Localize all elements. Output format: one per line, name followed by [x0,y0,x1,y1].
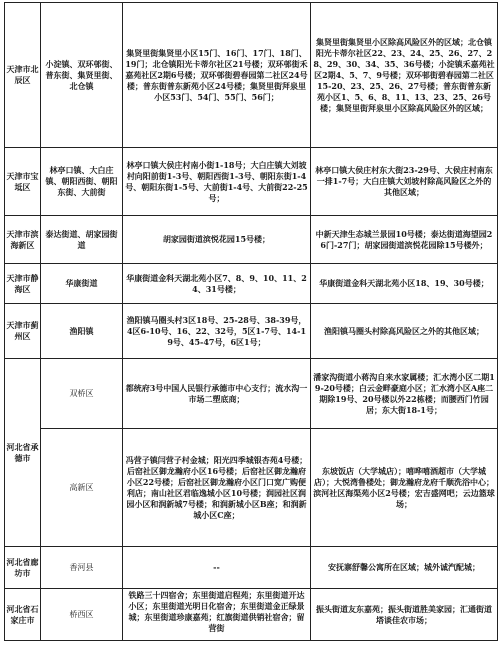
table-row [5,429,498,547]
table-row [5,216,498,264]
high-risk-cell: 铁路三十四宿舍；东里街道启程苑；东里街道开达小区；东里街道光明日化宿舍；东里街道金正绿景城；东里街道珍康嘉苑；红旗街道供销社宿舍；留营街 [123,589,311,641]
high-risk-cell: 胡家园街道滨悦花园15号楼； [123,216,311,264]
table-row [5,589,498,641]
street-cell: 泰达街道、胡家园街道 [41,216,123,264]
area-cell: 河北省石家庄市 [5,589,41,641]
table-row [5,264,498,304]
mid-risk-cell: 振头街道友东嘉苑；振头街道胜美家园；汇通街道塔谈佳农市场； [311,589,498,641]
area-cell: 天津市滨海新区 [5,216,41,264]
high-risk-cell: 冯营子镇闫营子村金城；阳光四季城银杏苑4号楼；后窑社区御龙瀚府小区16号楼；后窑社区御龙瀚府小区22号楼；后窑社区御龙瀚府小区门口宽广购便利店；南山社区君临逸城小区10号楼；润园社区润园小区和润新城7号楼；和润新城小区B座；和润新城小区C座； [123,429,311,547]
area-cell: 天津市北辰区 [5,3,41,148]
district-cell: 香河县 [41,547,123,589]
mid-risk-cell: 潘家沟街道小蒋沟自来水家属楼；汇水湾小区二期19-20号楼；白云金畔豪庭小区；汇水湾小区A座二期除19号、20号楼以外22栋楼；而腰西门竹园居；东大街18-1号； [311,359,498,429]
mid-risk-cell: 东坡饭店（大学城店）；嘻哗嘻酒超市（大学城店）；大悦湾鲁楼处；御龙瀚府龙府千顺洗浴中心；滨河社区海渠苑小区2号楼；宏吉盛网吧；云边篮球场； [311,429,498,547]
street-cell: 林亭口镇、大白庄镇、朝阳西街、朝阳东街、大前街 [41,148,123,216]
area-cell: 天津市静海区 [5,264,41,304]
area-cell: 河北省廊坊市 [5,547,41,589]
high-risk-cell: -- [123,547,311,589]
document-page [4,2,497,641]
district-cell: 高新区 [41,429,123,547]
high-risk-cell: 集贤里街集贤里小区15门、16门、17门、18门、19门；北仓镇阳光卡蒂尔社区21号楼；双环邨街禾嘉苑社区2期6号楼；双环邨街碧春园第二社区24号楼；普东街普东新苑小区24号楼；集贤里街拜泉里小区53门、54门、55门、56门； [123,3,311,148]
table-row [5,304,498,359]
area-cell: 天津市宝坻区 [5,148,41,216]
table-row [5,3,498,148]
street-cell: 华康街道 [41,264,123,304]
area-cell: 天津市蓟州区 [5,304,41,359]
district-cell: 桥西区 [41,589,123,641]
high-risk-cell: 都统府3号中国人民银行承德市中心支行；流水沟一市场二塑底商； [123,359,311,429]
risk-area-table [4,2,498,641]
mid-risk-cell: 中新天津生态城兰景园10号楼；泰达街道海望园26门-27门；胡家园街道滨悦花园除15号楼外； [311,216,498,264]
area-cell: 河北省承德市 [5,359,41,547]
table-row [5,359,498,429]
mid-risk-cell: 华康街道金科天湖北苑小区18、19、30号楼； [311,264,498,304]
high-risk-cell: 林亭口镇大侯庄村南小街1-18号；大白庄镇大刘坡村向阳前街1-3号、朝阳西街1-3号、朝阳东街1-4号、朝阳东街1-5号、大前街1-4号、大前街22-25号； [123,148,311,216]
mid-risk-cell: 林亭口镇大侯庄村东大街23-29号、大侯庄村南东一排1-7号；大白庄镇大刘坡村除高风险区之外的其他区域； [311,148,498,216]
mid-risk-cell: 渔阳镇马圈头村除高风险区之外的其他区域； [311,304,498,359]
district-cell: 双桥区 [41,359,123,429]
street-cell: 渔阳镇 [41,304,123,359]
street-cell: 小淀镇、双环邨街、普东街、集贤里街、北仓镇 [41,3,123,148]
high-risk-cell: 渔阳镇马圈头村3区18号、25-28号、38-39号，4区6-10号、16、22、32号，5区1-7号、14-19号、45-47号，6区1号； [123,304,311,359]
table-row [5,547,498,589]
mid-risk-cell: 集贤里街集贤里小区除高风险区外的区域；北仓镇阳光卡蒂尔社区22、23、24、25、26、27、28、29、30、34、35、36号楼；小淀镇禾嘉苑社区2期4、5、7、9号楼；双环邨街碧春园第二社区15-20、23、25、26、27号楼；普东街普东新苑小区1、5、6、8、11、13、23、25、26号楼；集贤里街拜泉里小区除高风险区外的区域； [311,3,498,148]
table-row [5,148,498,216]
high-risk-cell: 华康街道金科天湖北苑小区7、8、9、10、11、24、31号楼； [123,264,311,304]
mid-risk-cell: 安抚寨舒馨公寓所在区域；城外诚汽配城； [311,547,498,589]
